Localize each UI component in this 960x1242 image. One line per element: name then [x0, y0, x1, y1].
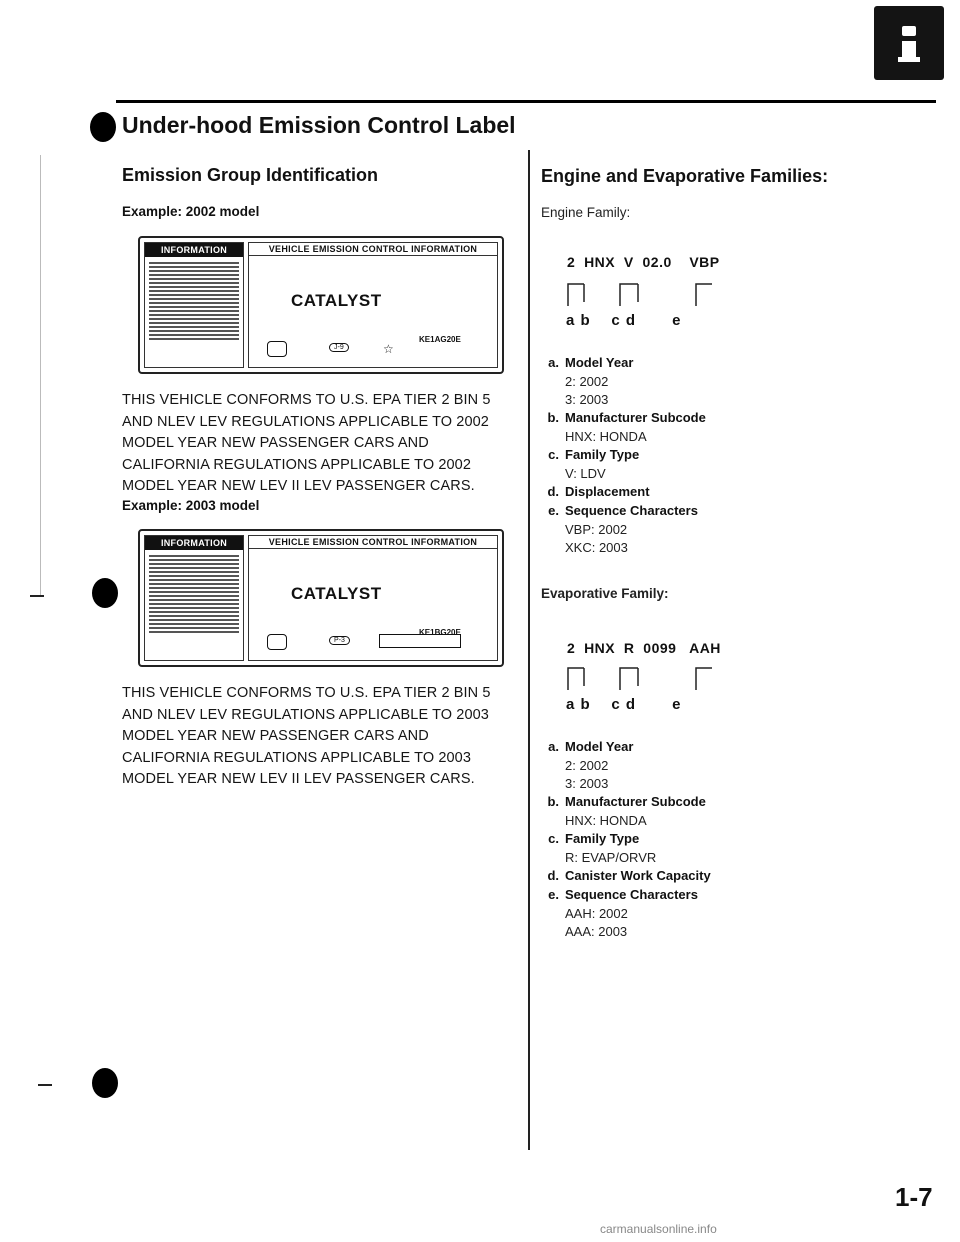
watermark: carmanualsonline.info	[600, 1222, 717, 1236]
item-label: Sequence Characters	[565, 503, 698, 518]
item-label: Family Type	[565, 831, 640, 846]
badge: J-9	[329, 343, 349, 352]
item-label: Displacement	[565, 484, 650, 499]
label-code: KE1AG20E	[419, 335, 461, 344]
header-rule	[116, 100, 936, 103]
info-panel	[144, 242, 244, 368]
evap-family-code: 2 HNX R 0099 AAH	[567, 640, 721, 656]
item-value: AAA: 2003	[565, 924, 628, 939]
example-2002-text: THIS VEHICLE CONFORMS TO U.S. EPA TIER 2 BIN 5 AND NLEV LEV REGULATIONS APPLICABLE TO 2002 MODEL YEAR NEW PASSENGER CARS AND CALIFORNIA REGULATIONS APPLICABLE TO 2002 MODEL YEAR NEW LEV II LEV PASSENGER CARS.	[122, 392, 491, 494]
item-letter: e.	[548, 887, 559, 902]
item-value: R: EVAP/ORVR	[565, 850, 657, 865]
item-letter: b.	[547, 410, 559, 425]
vehicle-panel	[248, 535, 498, 661]
engine-family-brackets	[560, 280, 720, 310]
evap-family-title: Evaporative Family:	[541, 586, 669, 601]
item-label: Sequence Characters	[565, 887, 698, 902]
vehicle-header: VEHICLE EMISSION CONTROL INFORMATION	[249, 536, 497, 549]
example-2003-title: Example: 2003 model	[122, 498, 260, 513]
item-letter: a.	[548, 355, 559, 370]
item-value: HNX: HONDA	[565, 813, 647, 828]
family-list-item	[541, 354, 633, 371]
item-letter: b.	[547, 794, 559, 809]
item-letter: d.	[547, 484, 559, 499]
family-list-item	[541, 886, 698, 903]
item-value: HNX: HONDA	[565, 429, 647, 444]
info-panel	[144, 535, 244, 661]
emission-label-2003	[138, 529, 504, 667]
item-value: V: LDV	[565, 466, 606, 481]
item-label: Manufacturer Subcode	[565, 794, 706, 809]
left-margin-line	[40, 155, 41, 595]
vehicle-panel	[248, 242, 498, 368]
binding-mark	[38, 1084, 52, 1086]
star-icon: ☆	[383, 342, 394, 356]
item-value: AAH: 2002	[565, 906, 628, 921]
family-list-item	[541, 867, 711, 884]
badge: P-3	[329, 636, 350, 645]
item-label: Family Type	[565, 447, 640, 462]
section-heading-families: Engine and Evaporative Families:	[541, 166, 829, 186]
item-letter: e.	[548, 503, 559, 518]
item-label: Manufacturer Subcode	[565, 410, 706, 425]
item-value: VBP: 2002	[565, 522, 628, 537]
info-tab-icon	[874, 6, 944, 80]
vehicle-header: VEHICLE EMISSION CONTROL INFORMATION	[249, 243, 497, 256]
label-code: KE1BG20E	[419, 628, 461, 637]
item-value: 3: 2003	[565, 392, 609, 407]
binding-mark	[30, 595, 44, 597]
info-header: INFORMATION	[145, 243, 243, 257]
item-value: 3: 2003	[565, 776, 609, 791]
catalyst-label: CATALYST	[291, 291, 382, 310]
family-list-item	[541, 502, 698, 519]
family-list-item	[541, 446, 639, 463]
binding-hole-icon	[92, 578, 118, 608]
item-value: 2: 2002	[565, 374, 609, 389]
catalyst-label: CATALYST	[291, 584, 382, 603]
family-list-item	[541, 409, 706, 426]
emission-label-2002	[138, 236, 504, 374]
evap-family-letters: a b c d e	[566, 696, 682, 713]
evap-family-brackets	[560, 664, 720, 694]
engine-family-code: 2 HNX V 02.0 VBP	[567, 254, 720, 270]
item-value: 2: 2002	[565, 758, 609, 773]
honda-logo-icon	[267, 341, 287, 357]
family-list-item	[541, 483, 650, 500]
family-list-item	[541, 830, 639, 847]
page-title: Under-hood Emission Control Label	[122, 112, 516, 138]
item-letter: c.	[548, 447, 559, 462]
page-number: 1-7	[895, 1182, 933, 1212]
example-2003-text: THIS VEHICLE CONFORMS TO U.S. EPA TIER 2 BIN 5 AND NLEV LEV REGULATIONS APPLICABLE TO 2003 MODEL YEAR NEW PASSENGER CARS AND CALIFORNIA REGULATIONS APPLICABLE TO 2003 MODEL YEAR NEW LEV II LEV PASSENGER CARS.	[122, 685, 491, 787]
family-list-item	[541, 793, 706, 810]
item-letter: d.	[547, 868, 559, 883]
item-letter: c.	[548, 831, 559, 846]
example-2002-title: Example: 2002 model	[122, 204, 260, 219]
info-header: INFORMATION	[145, 536, 243, 550]
binding-hole-icon	[92, 1068, 118, 1098]
item-letter: a.	[548, 739, 559, 754]
item-label: Canister Work Capacity	[565, 868, 711, 883]
column-divider	[528, 150, 530, 1150]
blank-box	[379, 634, 461, 648]
item-label: Model Year	[565, 739, 634, 754]
engine-family-letters: a b c d e	[566, 312, 682, 329]
item-label: Model Year	[565, 355, 634, 370]
section-heading-emission-group: Emission Group Identification	[122, 165, 379, 185]
engine-family-title: Engine Family:	[541, 205, 631, 220]
family-list-item	[541, 738, 633, 755]
item-value: XKC: 2003	[565, 540, 628, 555]
honda-logo-icon	[267, 634, 287, 650]
section-marker-icon	[90, 112, 116, 142]
